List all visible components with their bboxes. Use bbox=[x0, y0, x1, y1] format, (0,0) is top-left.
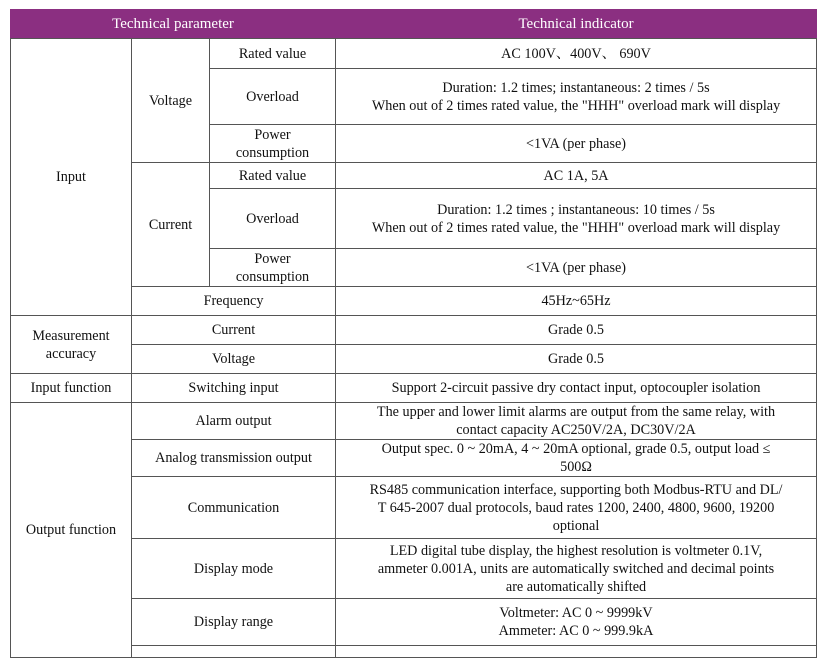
current-rated-label: Rated value bbox=[210, 163, 336, 189]
current-overload-value bbox=[336, 189, 817, 249]
frequency-label: Frequency bbox=[132, 287, 336, 316]
switching-input-value: Support 2-circuit passive dry contact input, optocoupler isolation bbox=[336, 374, 817, 403]
voltage-overload-label: Overload bbox=[210, 69, 336, 125]
power-label-line: consumption bbox=[235, 144, 310, 161]
measurement-current-label: Current bbox=[132, 316, 336, 345]
frequency-value: 45Hz~65Hz bbox=[336, 287, 817, 316]
measurement-label bbox=[11, 316, 132, 374]
header-row bbox=[11, 10, 817, 39]
current-power-label bbox=[210, 249, 336, 287]
communication-label: Communication bbox=[132, 477, 336, 539]
voltage-label: Voltage bbox=[132, 39, 210, 163]
table-row bbox=[11, 287, 817, 316]
input-label: Input bbox=[11, 39, 132, 316]
communication-line: optional bbox=[552, 517, 600, 534]
analog-output-line: 500Ω bbox=[560, 459, 592, 475]
voltage-rated-label: Rated value bbox=[210, 39, 336, 69]
voltage-power-value: <1VA (per phase) bbox=[336, 125, 817, 163]
measurement-current-value: Grade 0.5 bbox=[336, 316, 817, 345]
current-label: Current bbox=[132, 163, 210, 287]
measurement-voltage-label: Voltage bbox=[132, 345, 336, 374]
measurement-voltage-value: Grade 0.5 bbox=[336, 345, 817, 374]
display-range-value bbox=[336, 599, 817, 646]
measurement-label-line: accuracy bbox=[45, 345, 97, 362]
voltage-overload-value bbox=[336, 69, 817, 125]
alarm-output-line: contact capacity AC250V/2A, DC30V/2A bbox=[456, 422, 696, 438]
display-mode-value bbox=[336, 539, 817, 599]
current-rated-value: AC 1A, 5A bbox=[336, 163, 817, 189]
alarm-output-line: The upper and lower limit alarms are output from the same relay, with bbox=[376, 404, 776, 420]
table-row bbox=[11, 403, 817, 440]
measurement-label-line: Measurement bbox=[32, 327, 110, 344]
voltage-rated-value: AC 100V、400V、 690V bbox=[336, 39, 817, 69]
display-mode-line: LED digital tube display, the highest resolution is voltmeter 0.1V, bbox=[389, 542, 763, 559]
communication-line: RS485 communication interface, supporting both Modbus-RTU and DL/ bbox=[369, 481, 783, 498]
table-row bbox=[11, 477, 817, 539]
table-row bbox=[11, 374, 817, 403]
display-mode-line: ammeter 0.001A, units are automatically switched and decimal points bbox=[377, 560, 775, 577]
voltage-overload-line: When out of 2 times rated value, the "HHH" overload mark will display bbox=[371, 97, 781, 114]
display-range-label: Display range bbox=[132, 599, 336, 646]
power-label-line: Power bbox=[254, 250, 291, 267]
partial-cell bbox=[132, 646, 336, 658]
power-label-line: consumption bbox=[235, 268, 310, 285]
header-indicator: Technical indicator bbox=[336, 10, 817, 39]
table-row bbox=[11, 163, 817, 189]
display-range-line: Ammeter: AC 0 ~ 999.9kA bbox=[498, 623, 654, 639]
communication-line: T 645-2007 dual protocols, baud rates 1200, 2400, 4800, 9600, 19200 bbox=[377, 499, 775, 516]
analog-output-value bbox=[336, 440, 817, 477]
current-overload-label: Overload bbox=[210, 189, 336, 249]
table-row bbox=[11, 599, 817, 646]
alarm-output-value bbox=[336, 403, 817, 440]
voltage-power-label bbox=[210, 125, 336, 163]
input-function-label: Input function bbox=[11, 374, 132, 403]
spec-table bbox=[10, 9, 817, 658]
table-row bbox=[11, 539, 817, 599]
voltage-overload-line: Duration: 1.2 times; instantaneous: 2 times / 5s bbox=[442, 79, 710, 96]
current-overload-line: Duration: 1.2 times ; instantaneous: 10 times / 5s bbox=[437, 201, 715, 218]
table-row bbox=[11, 39, 817, 69]
display-range-line: Voltmeter: AC 0 ~ 9999kV bbox=[499, 605, 653, 621]
table-row bbox=[11, 345, 817, 374]
current-power-value: <1VA (per phase) bbox=[336, 249, 817, 287]
switching-input-label: Switching input bbox=[132, 374, 336, 403]
output-function-label: Output function bbox=[11, 403, 132, 658]
table-row-partial bbox=[11, 646, 817, 658]
analog-output-line: Output spec. 0 ~ 20mA, 4 ~ 20mA optional, grade 0.5, output load ≤ bbox=[381, 441, 771, 457]
header-parameter: Technical parameter bbox=[11, 10, 336, 39]
partial-cell bbox=[336, 646, 817, 658]
communication-value bbox=[336, 477, 817, 539]
display-mode-label: Display mode bbox=[132, 539, 336, 599]
analog-output-label: Analog transmission output bbox=[132, 440, 336, 477]
table-row bbox=[11, 440, 817, 477]
display-mode-line: are automatically shifted bbox=[505, 578, 647, 595]
alarm-output-label: Alarm output bbox=[132, 403, 336, 440]
current-overload-line: When out of 2 times rated value, the "HHH" overload mark will display bbox=[371, 219, 781, 236]
power-label-line: Power bbox=[254, 126, 291, 143]
table-row bbox=[11, 316, 817, 345]
